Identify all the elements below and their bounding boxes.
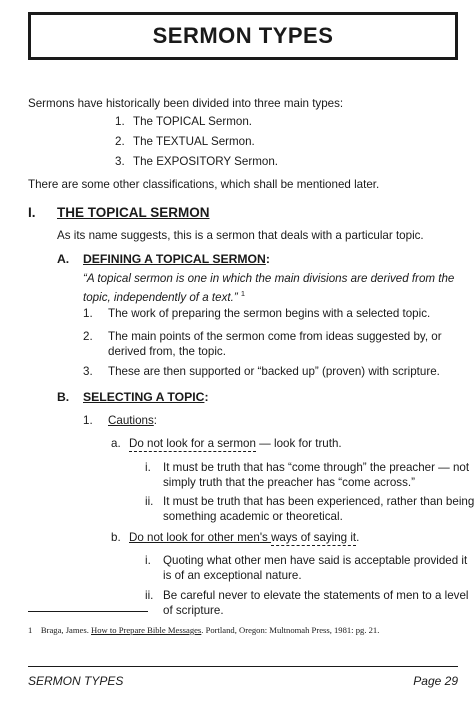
caution-b-text [129,530,359,545]
footnote-book-title: How to Prepare Bible Messages [91,625,202,635]
main-type-text: The TEXTUAL Sermon. [133,135,255,148]
cautions-colon: : [153,414,157,427]
subsection-letter: B. [57,390,70,404]
list-item-text: The main points of the sermon come from ideas suggested by, or [108,330,442,343]
roman-number: i. [145,461,151,474]
roman-number: i. [145,554,151,567]
roman-item-text: Quoting what other men have said is acceptable provided it [163,554,468,567]
subsection-heading [83,390,209,404]
sub-letter: a. [111,437,121,450]
footer-divider [28,666,458,667]
definition-quote: “A topical sermon is one in which the main divisions are derived from the [83,272,455,285]
cautions-label-text: Cautions [108,414,154,427]
subsection-heading-text: DEFINING A TOPICAL SERMON [83,252,266,266]
heading-colon: : [265,252,270,266]
underlined-text: Do not look for other men's [129,531,272,544]
page-number: Page 29 [413,674,458,688]
main-type-number: 3. [115,155,125,168]
heading-colon: : [204,390,209,404]
roman-item-text: something academic or theoretical. [163,510,343,523]
footnote-number: 1 [28,625,33,635]
caution-a-text [129,436,342,451]
other-classifications-text: There are some other classifications, which shall be mentioned later. [28,178,380,191]
list-item-text: These are then supported or “backed up” (proven) with scripture. [108,365,440,378]
footnote-author: Braga, James. [40,625,89,635]
main-type-number: 1. [115,115,125,128]
section-heading-text: THE TOPICAL SERMON [57,205,210,220]
footnote-publication: . Portland, Oregon: Multnomah Press, 1981: pg. 21. [201,625,380,635]
roman-item-text: is of an exceptional nature. [163,569,302,582]
main-type-number: 2. [115,135,125,148]
footnote [28,625,379,635]
section-number: I. [28,205,36,220]
list-number: 2. [83,330,93,343]
subsection-letter: A. [57,252,70,266]
roman-item-text: It must be truth that has been experienced, rather than being [163,495,475,508]
sub-letter: b. [111,531,121,544]
dashed-underline-text: Do not look for a sermon [129,437,256,450]
list-number: 3. [83,365,93,378]
dashed-underline-text: ways of saying it [271,531,357,544]
list-item-text: derived from, the topic. [108,345,226,358]
section-heading [57,205,210,220]
subsection-heading-text: SELECTING A TOPIC [83,390,205,404]
roman-item-text: simply truth that the preacher has “come across.” [163,476,415,489]
caution-rest: — look for truth. [255,437,342,450]
roman-number: ii. [145,589,154,602]
footnote-marker: 1 [240,289,246,298]
definition-quote [83,286,245,305]
title-box [28,12,458,60]
caution-rest: . [356,531,360,544]
main-type-text: The EXPOSITORY Sermon. [133,155,278,168]
footnote-divider [28,611,148,612]
roman-item-text: Be careful never to elevate the statements of men to a level [163,589,469,602]
section-intro: As its name suggests, this is a sermon that deals with a particular topic. [57,229,424,242]
roman-number: ii. [145,495,154,508]
quote-text: topic, independently of a text.” [83,290,238,304]
roman-item-text: of scripture. [163,604,224,617]
roman-item-text: It must be truth that has “come through” the preacher — not [163,461,470,474]
list-number: 1. [83,307,93,320]
page-title: SERMON TYPES [152,23,334,48]
list-number: 1. [83,414,93,427]
intro-text: Sermons have historically been divided into three main types: [28,97,344,110]
list-item-text: The work of preparing the sermon begins with a selected topic. [108,307,431,320]
main-type-text: The TOPICAL Sermon. [133,115,252,128]
subsection-heading [83,252,270,266]
cautions-label [108,413,157,428]
footer-title: SERMON TYPES [28,674,124,688]
